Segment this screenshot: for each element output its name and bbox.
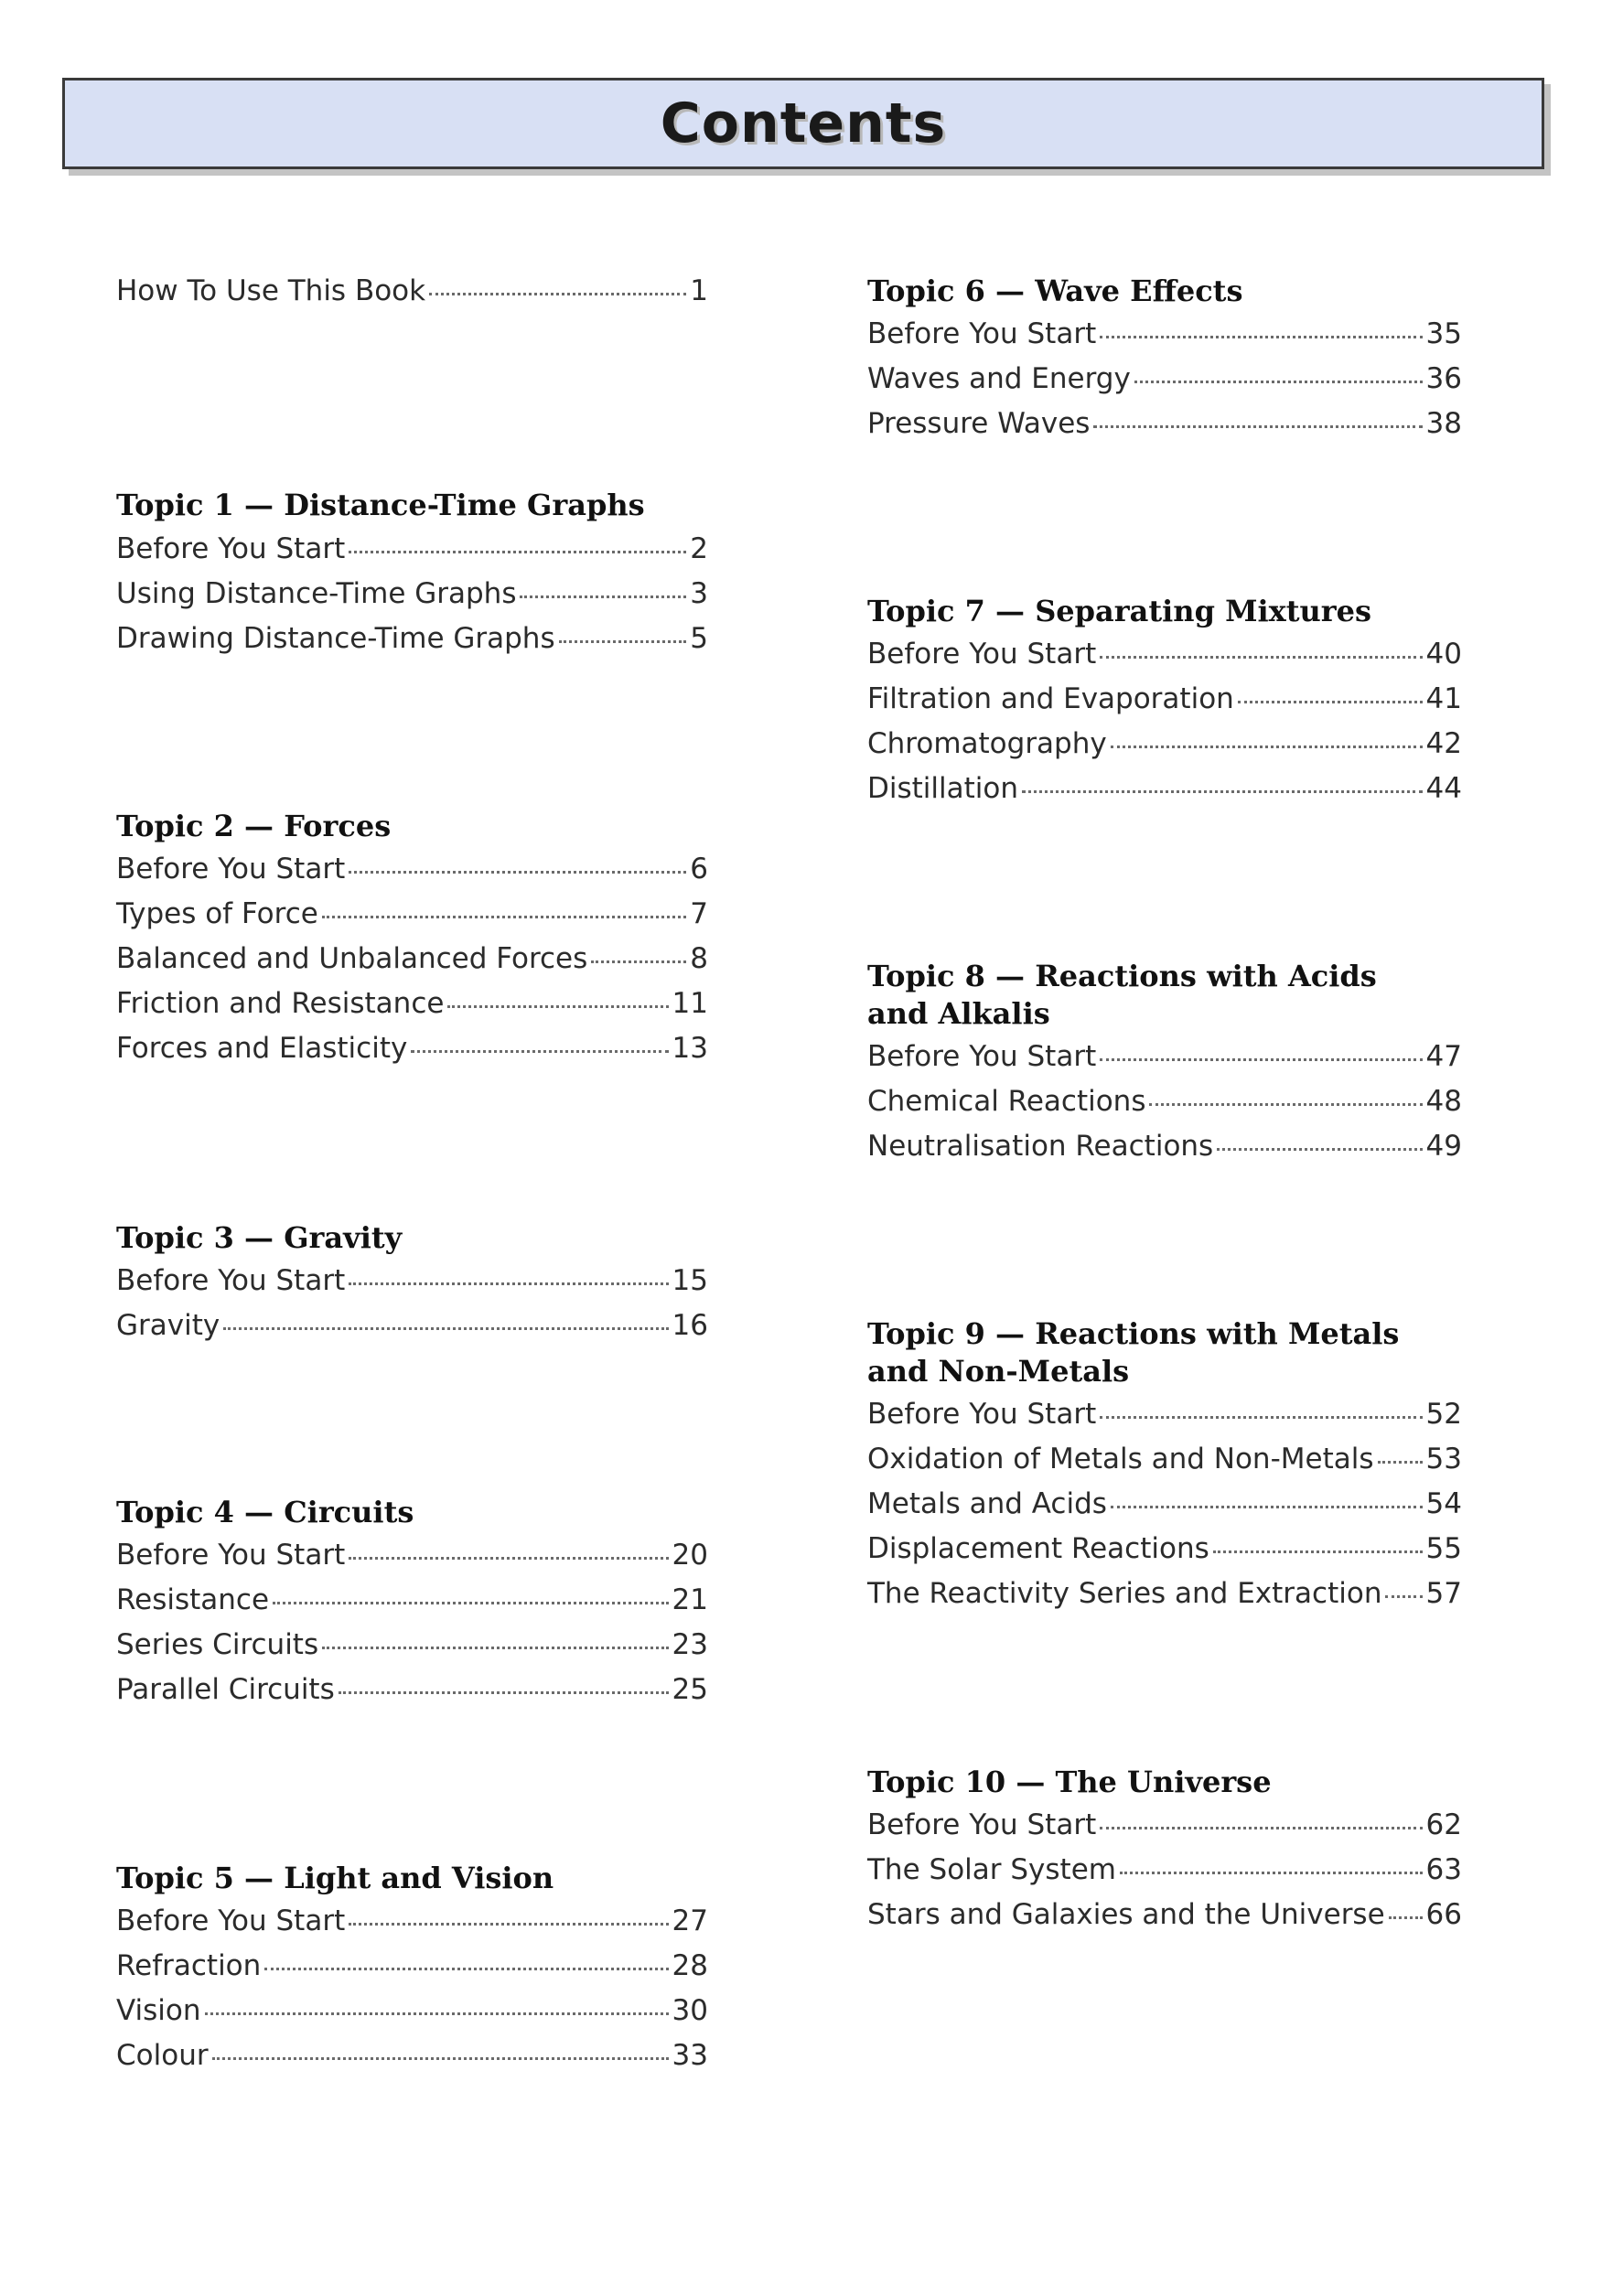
toc-entry-label: Neutralisation Reactions bbox=[867, 1130, 1214, 1163]
toc-entry-page: 23 bbox=[672, 1628, 708, 1661]
toc-entry-page: 6 bbox=[690, 853, 708, 885]
toc-entry-page: 28 bbox=[672, 1949, 708, 1982]
toc-entry[interactable] bbox=[116, 577, 708, 623]
toc-entry-page: 13 bbox=[672, 1032, 708, 1065]
toc-entry[interactable] bbox=[867, 1040, 1462, 1086]
toc-entry-label: Vision bbox=[116, 1994, 201, 2027]
toc-entry-page: 15 bbox=[672, 1264, 708, 1297]
toc-entry[interactable] bbox=[867, 317, 1462, 363]
toc-entry[interactable] bbox=[116, 1032, 708, 1078]
toc-entry[interactable] bbox=[867, 727, 1462, 773]
toc-entry[interactable] bbox=[116, 1904, 708, 1950]
dot-leader bbox=[322, 1647, 668, 1649]
dot-leader bbox=[349, 1282, 668, 1285]
dot-leader bbox=[447, 1005, 668, 1008]
dot-leader bbox=[429, 293, 686, 295]
toc-entry[interactable] bbox=[116, 1583, 708, 1629]
dot-leader bbox=[1389, 1916, 1423, 1919]
toc-entry-label: Before You Start bbox=[116, 853, 346, 885]
toc-entry[interactable] bbox=[116, 897, 708, 943]
toc-entry-page: 47 bbox=[1425, 1040, 1462, 1073]
toc-entry-page: 63 bbox=[1425, 1853, 1462, 1886]
topic-4-heading: Topic 4 — Circuits bbox=[116, 1495, 414, 1529]
toc-entry-page: 1 bbox=[690, 274, 708, 307]
page-title: Contents bbox=[660, 91, 947, 156]
dot-leader bbox=[1378, 1461, 1423, 1464]
dot-leader bbox=[1385, 1595, 1422, 1598]
dot-leader bbox=[322, 916, 686, 918]
toc-entry-page: 36 bbox=[1425, 362, 1462, 395]
toc-entry-page: 40 bbox=[1425, 638, 1462, 671]
topic-8-heading-line2: and Alkalis bbox=[867, 996, 1050, 1031]
toc-entry-page: 16 bbox=[672, 1309, 708, 1342]
toc-entry-label: Before You Start bbox=[116, 1264, 346, 1297]
toc-entry[interactable] bbox=[867, 1443, 1462, 1488]
toc-entry-label: Chemical Reactions bbox=[867, 1085, 1146, 1118]
toc-entry-label: Before You Start bbox=[867, 317, 1097, 350]
toc-entry-page: 42 bbox=[1425, 727, 1462, 760]
topic-5-heading: Topic 5 — Light and Vision bbox=[116, 1861, 554, 1895]
dot-leader bbox=[339, 1691, 669, 1694]
dot-leader bbox=[1100, 656, 1422, 659]
topic-10-heading: Topic 10 — The Universe bbox=[867, 1765, 1272, 1799]
toc-entry-page: 38 bbox=[1425, 407, 1462, 440]
toc-entry[interactable] bbox=[867, 1130, 1462, 1175]
toc-entry-label: Balanced and Unbalanced Forces bbox=[116, 942, 588, 975]
toc-entry-label: Oxidation of Metals and Non-Metals bbox=[867, 1443, 1374, 1475]
toc-entry-label: Pressure Waves bbox=[867, 407, 1091, 440]
dot-leader bbox=[411, 1050, 668, 1053]
toc-entry[interactable] bbox=[867, 1532, 1462, 1578]
toc-entry-label: Forces and Elasticity bbox=[116, 1032, 408, 1065]
topic-8-heading: Topic 8 — Reactions with Acids bbox=[867, 959, 1377, 993]
toc-entry[interactable] bbox=[867, 407, 1462, 453]
toc-entry[interactable] bbox=[116, 853, 708, 898]
toc-entry[interactable] bbox=[116, 942, 708, 988]
toc-entry-label: Drawing Distance-Time Graphs bbox=[116, 622, 555, 655]
dot-leader bbox=[520, 595, 686, 598]
toc-entry-page: 30 bbox=[672, 1994, 708, 2027]
topic-3-heading: Topic 3 — Gravity bbox=[116, 1220, 403, 1255]
dot-leader bbox=[349, 871, 686, 874]
toc-entry-label: Friction and Resistance bbox=[116, 987, 445, 1020]
toc-entry-label: Before You Start bbox=[116, 1539, 346, 1572]
topic-2-heading: Topic 2 — Forces bbox=[116, 809, 392, 843]
dot-leader bbox=[1022, 790, 1423, 793]
dot-leader bbox=[273, 1602, 668, 1604]
toc-entry-label: How To Use This Book bbox=[116, 274, 426, 307]
toc-entry-page: 57 bbox=[1425, 1577, 1462, 1610]
toc-entry[interactable] bbox=[116, 1264, 708, 1310]
toc-entry-page: 2 bbox=[690, 532, 708, 565]
dot-leader bbox=[1093, 425, 1422, 428]
toc-entry-page: 62 bbox=[1425, 1808, 1462, 1841]
toc-entry[interactable] bbox=[116, 1949, 708, 1995]
toc-entry-page: 53 bbox=[1425, 1443, 1462, 1475]
toc-entry-label: Before You Start bbox=[867, 1398, 1097, 1431]
toc-entry-page: 35 bbox=[1425, 317, 1462, 350]
toc-entry[interactable] bbox=[867, 1808, 1462, 1854]
dot-leader bbox=[1111, 1506, 1423, 1508]
toc-entry-label: Refraction bbox=[116, 1949, 262, 1982]
toc-entry-label: Before You Start bbox=[116, 1904, 346, 1937]
dot-leader bbox=[1238, 701, 1423, 703]
toc-entry-page: 3 bbox=[690, 577, 708, 610]
toc-entry-page: 27 bbox=[672, 1904, 708, 1937]
toc-entry-label: Using Distance-Time Graphs bbox=[116, 577, 517, 610]
toc-entry[interactable] bbox=[116, 1628, 708, 1674]
toc-entry[interactable] bbox=[116, 1539, 708, 1584]
dot-leader bbox=[1213, 1550, 1423, 1553]
toc-entry-page: 48 bbox=[1425, 1085, 1462, 1118]
topic-6-heading: Topic 6 — Wave Effects bbox=[867, 274, 1243, 308]
toc-entry-label: Before You Start bbox=[867, 638, 1097, 671]
toc-entry-page: 5 bbox=[690, 622, 708, 655]
toc-entry-page: 11 bbox=[672, 987, 708, 1020]
toc-entry[interactable] bbox=[867, 638, 1462, 683]
toc-entry-page: 8 bbox=[690, 942, 708, 975]
toc-entry-label: Distillation bbox=[867, 772, 1019, 805]
toc-entry-label: Parallel Circuits bbox=[116, 1673, 335, 1706]
toc-entry[interactable] bbox=[116, 622, 708, 668]
dot-leader bbox=[591, 960, 686, 963]
toc-entry-page: 54 bbox=[1425, 1487, 1462, 1520]
toc-entry-page: 41 bbox=[1425, 682, 1462, 715]
toc-entry-label: Metals and Acids bbox=[867, 1487, 1107, 1520]
toc-entry[interactable] bbox=[867, 1398, 1462, 1443]
toc-entry-page: 20 bbox=[672, 1539, 708, 1572]
toc-entry[interactable] bbox=[867, 1853, 1462, 1899]
toc-entry-page: 52 bbox=[1425, 1398, 1462, 1431]
toc-entry[interactable] bbox=[116, 1673, 708, 1719]
toc-entry[interactable] bbox=[116, 987, 708, 1033]
toc-entry-label: The Solar System bbox=[867, 1853, 1116, 1886]
toc-entry-label: Waves and Energy bbox=[867, 362, 1131, 395]
topic-1-heading: Topic 1 — Distance-Time Graphs bbox=[116, 488, 645, 522]
toc-entry[interactable] bbox=[867, 772, 1462, 818]
toc-entry-label: Filtration and Evaporation bbox=[867, 682, 1234, 715]
dot-leader bbox=[349, 1557, 668, 1560]
dot-leader bbox=[212, 2057, 669, 2060]
topic-9-heading: Topic 9 — Reactions with Metals bbox=[867, 1316, 1400, 1351]
toc-entry-page: 21 bbox=[672, 1583, 708, 1616]
toc-entry-label: Chromatography bbox=[867, 727, 1107, 760]
dot-leader bbox=[1100, 1827, 1422, 1829]
toc-entry-page: 44 bbox=[1425, 772, 1462, 805]
dot-leader bbox=[1120, 1872, 1423, 1874]
dot-leader bbox=[264, 1968, 668, 1970]
toc-entry-label: Before You Start bbox=[867, 1808, 1097, 1841]
toc-entry-label: Displacement Reactions bbox=[867, 1532, 1209, 1565]
toc-entry[interactable] bbox=[867, 1577, 1462, 1623]
dot-leader bbox=[1217, 1148, 1422, 1151]
topic-7-heading: Topic 7 — Separating Mixtures bbox=[867, 594, 1372, 628]
dot-leader bbox=[1111, 746, 1423, 748]
dot-leader bbox=[223, 1327, 668, 1330]
toc-entry[interactable] bbox=[867, 1487, 1462, 1533]
dot-leader bbox=[559, 640, 687, 643]
toc-entry[interactable] bbox=[116, 2039, 708, 2085]
dot-leader bbox=[349, 1923, 668, 1926]
toc-entry-page: 49 bbox=[1425, 1130, 1462, 1163]
toc-entry[interactable] bbox=[116, 1994, 708, 2040]
toc-entry-label: The Reactivity Series and Extraction bbox=[867, 1577, 1382, 1610]
toc-entry-label: Colour bbox=[116, 2039, 209, 2072]
dot-leader bbox=[1134, 381, 1423, 383]
dot-leader bbox=[349, 551, 686, 553]
toc-entry-label: Gravity bbox=[116, 1309, 220, 1342]
toc-entry-label: Resistance bbox=[116, 1583, 270, 1616]
contents-title-bar bbox=[62, 78, 1544, 169]
toc-entry-page: 55 bbox=[1425, 1532, 1462, 1565]
toc-entry-page: 33 bbox=[672, 2039, 708, 2072]
dot-leader bbox=[205, 2012, 669, 2015]
toc-entry-label: Stars and Galaxies and the Universe bbox=[867, 1898, 1385, 1931]
toc-entry[interactable] bbox=[116, 1309, 708, 1355]
toc-entry[interactable] bbox=[867, 1085, 1462, 1131]
toc-entry-page: 7 bbox=[690, 897, 708, 930]
toc-entry[interactable] bbox=[867, 682, 1462, 728]
toc-entry-page: 66 bbox=[1425, 1898, 1462, 1931]
toc-entry[interactable] bbox=[867, 1898, 1462, 1944]
toc-entry[interactable] bbox=[116, 532, 708, 578]
dot-leader bbox=[1149, 1103, 1422, 1106]
toc-entry-page: 25 bbox=[672, 1673, 708, 1706]
dot-leader bbox=[1100, 1058, 1422, 1061]
dot-leader bbox=[1100, 1416, 1422, 1419]
toc-entry-label: Series Circuits bbox=[116, 1628, 319, 1661]
toc-entry-label: Types of Force bbox=[116, 897, 318, 930]
toc-entry-label: Before You Start bbox=[116, 532, 346, 565]
toc-entry-how-to-use[interactable] bbox=[116, 274, 708, 320]
toc-entry-label: Before You Start bbox=[867, 1040, 1097, 1073]
topic-9-heading-line2: and Non-Metals bbox=[867, 1354, 1130, 1389]
toc-entry[interactable] bbox=[867, 362, 1462, 408]
dot-leader bbox=[1100, 336, 1422, 338]
